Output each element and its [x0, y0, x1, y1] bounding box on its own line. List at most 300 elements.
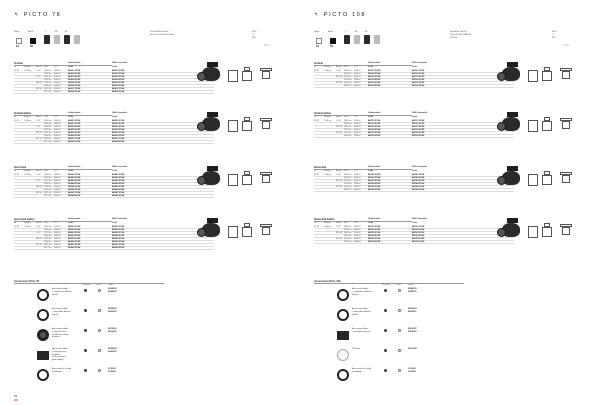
- table-cell: AD102 01/04: [368, 72, 381, 75]
- title-mark-icon: ↰: [314, 12, 320, 18]
- table-cell: 1785 lm: [44, 237, 52, 240]
- table-cell: AD064 01/04: [68, 234, 81, 237]
- table-cell: 1,26 kg: [24, 173, 31, 176]
- table-cell: 1180 lm: [44, 122, 52, 125]
- table-cell: 3000 K: [54, 131, 61, 134]
- table-cell: AD045 01/04: [68, 185, 81, 188]
- table-cell: AD101 01/04: [368, 69, 381, 72]
- table-cell: AD025 01/04: [68, 131, 81, 134]
- beam-label-t: T: [345, 31, 347, 33]
- section-title: Vertical: [314, 62, 323, 65]
- table-cell: 4000 K: [354, 72, 361, 75]
- table-cell: WF 31°: [336, 125, 343, 128]
- column-header: Beam: [36, 66, 42, 68]
- table-cell: AD141 01/04: [368, 173, 381, 176]
- table-cell: WF 27°: [36, 185, 43, 188]
- table-cell: AD104 01/04: [412, 78, 425, 81]
- column-header: Code: [112, 66, 118, 68]
- accessory-item: [14, 368, 164, 386]
- accessory-item: [14, 328, 164, 346]
- table-cell: 2861 lm: [344, 225, 352, 228]
- column-header: Weight: [324, 66, 331, 68]
- color-code-black: 06: [30, 45, 33, 48]
- table-cell: 1,26 kg: [24, 225, 31, 228]
- accessory-code: 9008/001 9008/011: [108, 288, 117, 293]
- table-cell: 4000 K: [54, 195, 61, 198]
- table-cell: AD026 01/04: [112, 134, 125, 137]
- section-title: Vertical batten: [314, 112, 332, 115]
- table-cell: SF 50°: [36, 192, 43, 195]
- table-cell: 1790 lm: [44, 131, 52, 134]
- table-cell: 4000 K: [54, 228, 61, 231]
- table-cell: 4000 K: [54, 72, 61, 75]
- accessory-description: Accessory holder + adjustable diverter (black): [352, 308, 371, 316]
- table-row: [14, 91, 214, 94]
- table-cell: 1845 lm: [44, 182, 52, 185]
- table-cell: AD023 01/04: [68, 125, 81, 128]
- dimension-drawing: [526, 220, 581, 242]
- table-cell: WF 31°: [336, 75, 343, 78]
- product-thumb-icon: [344, 35, 350, 44]
- table-cell: AD164 01/04: [412, 234, 425, 237]
- table-cell: AD024 01/04: [112, 128, 125, 131]
- table-cell: 3000 K: [54, 69, 61, 72]
- table-cell: 3000 K: [354, 185, 361, 188]
- column-group-dali: DALI dimmable: [412, 218, 428, 220]
- luminaire-image: [192, 62, 226, 84]
- table-cell: AD162 01/04: [412, 228, 425, 231]
- column-header: Code: [68, 222, 74, 224]
- table-cell: 1,26 kg: [24, 69, 31, 72]
- column-header: Code: [112, 222, 118, 224]
- table-cell: AD144 01/04: [412, 182, 425, 185]
- color-dot-icon: [398, 309, 401, 312]
- luminaire-image: [192, 166, 226, 188]
- table-cell: 2901 lm: [344, 234, 352, 237]
- color-dot-icon: [98, 369, 101, 372]
- table-cell: 1822 lm: [44, 192, 52, 195]
- dimension-drawing: [226, 220, 281, 242]
- color-dot-icon: [398, 349, 401, 352]
- column-header: Weight: [324, 116, 331, 118]
- accessory-image: [336, 328, 350, 342]
- table-cell: 1090 lm: [44, 69, 52, 72]
- table-cell: AD145 01/04: [368, 185, 381, 188]
- column-header: Code: [68, 170, 74, 172]
- accessory-description: Accessory holder + adjustable diverter (black): [52, 308, 71, 316]
- table-cell: AD043 01/04: [112, 179, 125, 182]
- accessory-code: 9009/201 9009/211: [408, 308, 417, 313]
- table-cell: AD125 01/04: [368, 131, 381, 134]
- table-cell: AD161 01/04: [368, 225, 381, 228]
- column-header: CCT: [354, 66, 359, 68]
- table-cell: AD024 01/04: [68, 128, 81, 131]
- product-thumb-icon: [54, 35, 60, 44]
- table-cell: 4000 K: [54, 78, 61, 81]
- table-cell: 1877 lm: [44, 195, 52, 198]
- table-cell: 1752 lm: [44, 179, 52, 182]
- spec-table: [14, 120, 214, 145]
- table-cell: AD061 01/04: [68, 225, 81, 228]
- table-cell: AD007 01/04: [112, 88, 125, 91]
- table-cell: 3000 K: [54, 75, 61, 78]
- column-header: Flux: [344, 116, 348, 118]
- beam-label-sp: SP: [55, 31, 58, 33]
- column-header: Beam: [336, 66, 342, 68]
- luminaire-image: [192, 112, 226, 134]
- table-cell: 1877 lm: [44, 247, 52, 250]
- accessory-item: [314, 368, 464, 386]
- table-cell: 4000 K: [54, 141, 61, 144]
- table-cell: AD063 01/04: [68, 231, 81, 234]
- table-cell: 4000 K: [354, 188, 361, 191]
- projector-dot-icon: [84, 289, 87, 292]
- column-header: Flux: [344, 222, 348, 224]
- column-group-dali: DALI dimmable: [112, 218, 128, 220]
- dimension-drawing: [526, 168, 581, 190]
- table-cell: 1090 lm: [44, 173, 52, 176]
- accessory-description: Accessory holder + projector lens for diffused shape of beam: [52, 328, 69, 339]
- table-cell: 33 W: [314, 119, 319, 122]
- certification-icon: ⊡ ⇲: [264, 44, 269, 47]
- column-header: Beam: [36, 170, 42, 172]
- table-cell: AD164 01/04: [368, 234, 381, 237]
- table-cell: AD142 01/04: [368, 176, 381, 179]
- column-header: Weight: [24, 116, 31, 118]
- table-cell: AD048 01/04: [112, 195, 125, 198]
- table-cell: AD028 01/04: [112, 141, 125, 144]
- table-cell: AD068 01/04: [68, 247, 81, 250]
- accessory-code: 9007/006: [408, 348, 417, 350]
- table-cell: AD125 01/04: [412, 131, 425, 134]
- table-cell: 2905 lm: [344, 131, 352, 134]
- table-cell: WF 27°: [36, 131, 43, 134]
- table-cell: SF 40°: [336, 81, 343, 84]
- accessory-code: 9010/001 9010/011: [108, 328, 117, 333]
- swatch-white: [16, 38, 22, 44]
- table-cell: AD165 01/04: [412, 237, 425, 240]
- table-cell: 4000 K: [54, 188, 61, 191]
- accessory-image: [336, 288, 350, 302]
- column-header: Code: [112, 116, 118, 118]
- column-header: Beam: [336, 222, 342, 224]
- table-cell: AD003 01/04: [112, 75, 125, 78]
- column-header: Weight: [24, 66, 31, 68]
- table-cell: 4000 K: [54, 182, 61, 185]
- accessory-image: [36, 348, 50, 362]
- table-cell: 4000 K: [354, 122, 361, 125]
- table-cell: 4000 K: [54, 234, 61, 237]
- column-header: W: [314, 66, 316, 68]
- table-cell: 2891 lm: [344, 188, 352, 191]
- color-dot-icon: [398, 369, 401, 372]
- page-number: 82 EU: [14, 394, 19, 402]
- table-cell: AD042 01/04: [68, 176, 81, 179]
- table-cell: 3000 K: [354, 75, 361, 78]
- projector-dot-icon: [384, 369, 387, 372]
- spec-table: [314, 70, 514, 89]
- product-thumb-icon: [374, 35, 380, 44]
- table-cell: 3000 K: [354, 131, 361, 134]
- projector-dot-icon: [84, 349, 87, 352]
- table-cell: 3000 K: [54, 231, 61, 234]
- table-cell: AD161 01/04: [412, 225, 425, 228]
- table-cell: 2938 lm: [344, 176, 352, 179]
- column-header: CCT: [354, 170, 359, 172]
- table-cell: 2861 lm: [344, 119, 352, 122]
- col-color: Color: [96, 284, 101, 286]
- table-cell: AD121 01/04: [412, 119, 425, 122]
- table-cell: 1 17°: [36, 231, 41, 234]
- accessory-description: Accessory for ceiling installation: [52, 368, 72, 373]
- table-cell: 1056 lm: [44, 188, 52, 191]
- table-cell: AD006 01/04: [112, 84, 125, 87]
- table-cell: 2901 lm: [344, 182, 352, 185]
- column-group-dali: DALI dimmable: [412, 62, 428, 64]
- table-cell: 33 W: [314, 225, 319, 228]
- column-header: Code: [412, 66, 418, 68]
- table-cell: 2832 lm: [344, 179, 352, 182]
- table-cell: AD007 01/04: [68, 88, 81, 91]
- column-header: Weight: [324, 170, 331, 172]
- spec-table: [14, 226, 214, 251]
- col-code: Code: [108, 284, 113, 286]
- accessory-item: [314, 308, 464, 326]
- table-cell: 33 W: [314, 69, 319, 72]
- table-cell: 3000 K: [54, 225, 61, 228]
- projector-dot-icon: [384, 289, 387, 292]
- dimension-drawing: [226, 64, 281, 86]
- column-header: Beam: [36, 116, 42, 118]
- column-group-undimmable: Undimmable: [68, 112, 81, 114]
- table-cell: 1100 lm: [44, 128, 52, 131]
- table-cell: WF 27°: [36, 81, 43, 84]
- section-title: Horizontal batten: [14, 218, 35, 221]
- accessory-image: [36, 288, 50, 302]
- accessory-item: [314, 348, 464, 366]
- table-cell: 1 12°: [36, 173, 41, 176]
- table-cell: 2861 lm: [344, 173, 352, 176]
- table-cell: AD067 01/04: [112, 244, 125, 247]
- table-cell: AD002 01/04: [112, 72, 125, 75]
- table-cell: 2905 lm: [344, 237, 352, 240]
- table-cell: 3000 K: [54, 244, 61, 247]
- projector-dot-icon: [84, 329, 87, 332]
- table-cell: 20 W: [14, 119, 19, 122]
- table-cell: AD022 01/04: [112, 122, 125, 125]
- table-row: [14, 247, 214, 250]
- table-row: [14, 195, 214, 198]
- product-thumb-icon: [364, 35, 370, 44]
- table-cell: AD066 01/04: [112, 240, 125, 243]
- table-cell: AD146 01/04: [368, 188, 381, 191]
- table-cell: 1780 lm: [44, 81, 52, 84]
- column-group-dali: DALI dimmable: [112, 166, 128, 168]
- ip-rating: IP20 Ⓢ 850°: [552, 31, 557, 40]
- table-cell: 1 17°: [36, 75, 41, 78]
- table-cell: 1877 lm: [44, 141, 52, 144]
- table-cell: 2832 lm: [344, 231, 352, 234]
- table-row: [314, 189, 514, 192]
- column-header: Weight: [324, 222, 331, 224]
- section-title: Horizontal: [314, 166, 327, 169]
- projector-dot-icon: [384, 309, 387, 312]
- color-dot-icon: [398, 289, 401, 292]
- table-cell: 1 12°: [36, 69, 41, 72]
- table-cell: 3000 K: [54, 237, 61, 240]
- color-code-white: 01: [316, 45, 319, 48]
- table-cell: AD063 01/04: [112, 231, 125, 234]
- table-cell: SF 50°: [36, 138, 43, 141]
- column-group-undimmable: Undimmable: [68, 218, 81, 220]
- table-row: [314, 85, 514, 88]
- table-cell: AD122 01/04: [368, 122, 381, 125]
- accessory-item: [14, 348, 164, 366]
- col-projector: Projector: [382, 284, 391, 286]
- accessory-code: 9006/001 9006/011: [108, 348, 117, 353]
- table-cell: 4000 K: [354, 182, 361, 185]
- table-cell: 3000 K: [54, 185, 61, 188]
- table-cell: 4000 K: [54, 91, 61, 94]
- table-cell: 1785 lm: [44, 185, 52, 188]
- table-cell: 1 20°: [336, 173, 341, 176]
- column-header: Weight: [24, 222, 31, 224]
- table-cell: 2,46 kg: [324, 119, 331, 122]
- table-cell: 2,46 kg: [324, 225, 331, 228]
- table-cell: 1822 lm: [44, 244, 52, 247]
- table-cell: 1180 lm: [44, 78, 52, 81]
- spec-table: [314, 174, 514, 193]
- table-cell: 3000 K: [54, 173, 61, 176]
- column-header: Code: [368, 66, 374, 68]
- table-cell: AD064 01/04: [112, 234, 125, 237]
- table-cell: SF 50°: [36, 88, 43, 91]
- accessory-image: [336, 368, 350, 382]
- beam-label-t: T: [45, 31, 47, 33]
- table-cell: AD163 01/04: [368, 231, 381, 234]
- table-cell: AD004 01/04: [68, 78, 81, 81]
- luminaire-image: [492, 218, 526, 240]
- column-header: CCT: [354, 116, 359, 118]
- table-cell: AD101 01/04: [412, 69, 425, 72]
- color-dot-icon: [98, 309, 101, 312]
- table-cell: AD123 01/04: [412, 125, 425, 128]
- column-header: W: [314, 116, 316, 118]
- color-dot-icon: [98, 289, 101, 292]
- accessory-code: 9010/207 9010/201: [408, 328, 417, 333]
- table-cell: 1 20°: [336, 225, 341, 228]
- column-group-undimmable: Undimmable: [368, 112, 381, 114]
- table-cell: AD146 01/04: [412, 188, 425, 191]
- table-cell: AD141 01/04: [412, 173, 425, 176]
- table-cell: 1090 lm: [44, 225, 52, 228]
- column-header: Code: [368, 116, 374, 118]
- beam-label-ff: FF: [65, 31, 68, 33]
- table-cell: AD003 01/04: [68, 75, 81, 78]
- swatch-white: [316, 38, 322, 44]
- column-group-dali: DALI dimmable: [112, 112, 128, 114]
- table-cell: 1822 lm: [44, 88, 52, 91]
- table-cell: 3000 K: [54, 125, 61, 128]
- accessory-description: UV Filter: [352, 348, 361, 350]
- table-cell: 4000 K: [354, 234, 361, 237]
- dimension-drawing: [226, 168, 281, 190]
- table-cell: 2,46 kg: [324, 69, 331, 72]
- table-cell: 1090 lm: [44, 119, 52, 122]
- table-cell: 3000 K: [54, 192, 61, 195]
- table-cell: AD047 01/04: [112, 192, 125, 195]
- luminaire-image: [192, 218, 226, 240]
- spec-table: [314, 226, 514, 245]
- table-row: [14, 141, 214, 144]
- projector-dot-icon: [384, 349, 387, 352]
- table-cell: 1180 lm: [44, 228, 52, 231]
- table-cell: 3000 K: [354, 225, 361, 228]
- table-cell: AD061 01/04: [112, 225, 125, 228]
- column-header: W: [14, 116, 16, 118]
- table-cell: SF 50°: [36, 244, 43, 247]
- table-cell: 1877 lm: [44, 91, 52, 94]
- table-cell: 2891 lm: [344, 134, 352, 137]
- column-header: CCT: [54, 66, 59, 68]
- table-cell: 2861 lm: [344, 69, 352, 72]
- swatch-white-label: White: [314, 31, 320, 33]
- table-cell: 2938 lm: [344, 122, 352, 125]
- table-cell: 2832 lm: [344, 125, 352, 128]
- table-cell: 4000 K: [54, 247, 61, 250]
- table-cell: 1 12°: [36, 119, 41, 122]
- swatch-black-label: Black: [28, 31, 34, 33]
- table-cell: AD143 01/04: [368, 179, 381, 182]
- product-thumb-icon: [64, 35, 70, 44]
- table-cell: AD163 01/04: [412, 231, 425, 234]
- table-cell: AD026 01/04: [68, 134, 81, 137]
- column-header: Beam: [36, 222, 42, 224]
- swatch-black: [30, 38, 36, 44]
- accessory-code: 9009/001 9009/011: [108, 308, 117, 313]
- table-cell: AD025 01/04: [112, 131, 125, 134]
- column-group-undimmable: Undimmable: [68, 166, 81, 168]
- color-code-black: 06: [330, 45, 333, 48]
- table-cell: 3000 K: [54, 88, 61, 91]
- table-cell: 2938 lm: [344, 228, 352, 231]
- column-header: Beam: [336, 170, 342, 172]
- beam-label-ff: FF: [365, 31, 368, 33]
- table-cell: AD008 01/04: [112, 91, 125, 94]
- table-cell: 4000 K: [54, 240, 61, 243]
- page-title: ↰ PICTO 78: [14, 12, 62, 18]
- column-group-dali: DALI dimmable: [412, 112, 428, 114]
- accessory-item: [314, 288, 464, 306]
- projector-dot-icon: [84, 309, 87, 312]
- column-header: W: [14, 66, 16, 68]
- table-cell: 1060 lm: [44, 134, 52, 137]
- table-cell: AD001 01/04: [112, 69, 125, 72]
- table-cell: AD106 01/04: [368, 84, 381, 87]
- accessory-image: [336, 348, 350, 362]
- table-cell: AD005 01/04: [112, 81, 125, 84]
- table-cell: AD062 01/04: [112, 228, 125, 231]
- accessory-description: Accessory holder + projector lens for gobo (to be inserted gobo holder): [52, 348, 68, 362]
- table-cell: 33 W: [314, 173, 319, 176]
- table-cell: AD044 01/04: [112, 182, 125, 185]
- table-cell: AD105 01/04: [368, 81, 381, 84]
- table-cell: 2891 lm: [344, 84, 352, 87]
- table-cell: AD165 01/04: [368, 237, 381, 240]
- table-cell: AD023 01/04: [112, 125, 125, 128]
- table-cell: AD046 01/04: [112, 188, 125, 191]
- product-thumb-icon: [74, 35, 80, 44]
